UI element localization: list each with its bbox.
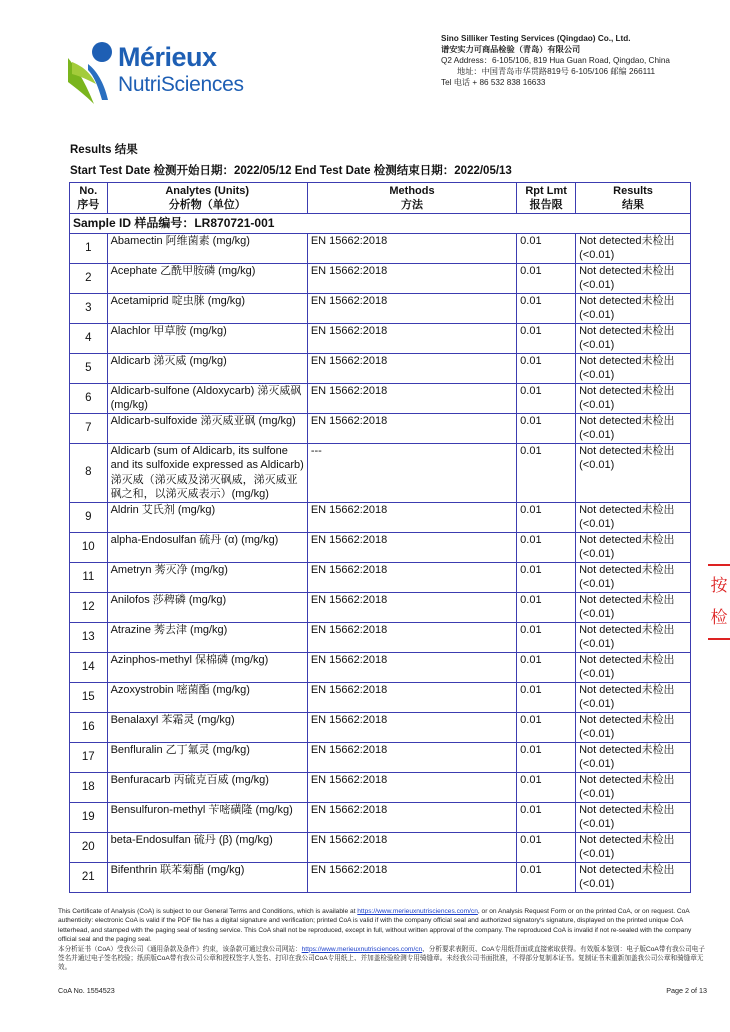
row-no: 2 xyxy=(70,263,108,293)
row-analyte: Azoxystrobin 嘧菌酯 (mg/kg) xyxy=(107,682,307,712)
coa-number: CoA No. 1554523 xyxy=(58,986,115,995)
results-table xyxy=(69,182,691,893)
sample-id: Sample ID 样品编号：LR870721-001 xyxy=(70,214,691,234)
header-analytes: Analytes (Units) 分析物（单位） xyxy=(107,183,307,214)
table-row xyxy=(70,742,691,772)
company-logo xyxy=(64,40,264,106)
row-result: Not detected未检出(<0.01) xyxy=(576,263,691,293)
row-rpt-lmt: 0.01 xyxy=(517,832,576,862)
paging-seal xyxy=(708,560,730,644)
row-analyte: Ametryn 莠灭净 (mg/kg) xyxy=(107,562,307,592)
company-info xyxy=(441,33,670,88)
row-no: 13 xyxy=(70,622,108,652)
company-name-cn: 谱安实力可商品检验（青岛）有限公司 xyxy=(441,45,581,54)
row-no: 8 xyxy=(70,443,108,502)
logo-text-merieux: Mérieux xyxy=(118,42,217,72)
row-no: 12 xyxy=(70,592,108,622)
row-no: 15 xyxy=(70,682,108,712)
row-analyte: Atrazine 莠去津 (mg/kg) xyxy=(107,622,307,652)
footer-disclaimer: This Certificate of Analysis (CoA) is subject to our General Terms and Conditions, which is available at https://www.merieuxnutrisciences.com/cn, or on Analysis Request Form or on the printed CoA, or on request. CoA authenticity: electronic CoA is valid if the PDF file has a digital signature and verification; printed CoA is valid if with the company official seal and authorized signatory's signature, displayed on the printed unique CoA letterhead, and stamped with the paging seal of testing service. This CoA shall not be reproduced, except in full, without written approval of the company. The reproduced CoA is invalid if not re-sealed with the company official seal and the paging seal. 本分析证书（CoA）受我公司《通用条款及条件》约束，该条款可通过我公司网站：https://www.merieuxnutrisciences.com/cn、分析要求表附页、CoA专用纸背面或直接索取获得。有效版本鉴别：电子版CoA带有我公司电子签名并通过电子签名校验；纸质版CoA带有我公司公章和授权签字人签名、打印在我公司CoA专用纸上、并加盖检验检测专用骑缝章。未经我公司书面批准，不得部分复制本证书。复制证书未重新加盖我公司公章和骑缝章无效。 xyxy=(58,908,705,972)
row-rpt-lmt: 0.01 xyxy=(517,592,576,622)
table-row xyxy=(70,652,691,682)
row-result: Not detected未检出(<0.01) xyxy=(576,712,691,742)
row-analyte: Azinphos-methyl 保棉磷 (mg/kg) xyxy=(107,652,307,682)
table-row xyxy=(70,502,691,532)
row-analyte: Aldicarb-sulfone (Aldoxycarb) 涕灭威砜 (mg/kg) xyxy=(107,383,307,413)
row-result: Not detected未检出(<0.01) xyxy=(576,772,691,802)
table-row xyxy=(70,802,691,832)
row-analyte: Aldrin 艾氏剂 (mg/kg) xyxy=(107,502,307,532)
row-method: EN 15662:2018 xyxy=(307,383,516,413)
row-no: 1 xyxy=(70,233,108,263)
row-rpt-lmt: 0.01 xyxy=(517,652,576,682)
table-row xyxy=(70,233,691,263)
table-row xyxy=(70,622,691,652)
row-analyte: Acetamiprid 啶虫脒 (mg/kg) xyxy=(107,293,307,323)
table-row xyxy=(70,562,691,592)
row-rpt-lmt: 0.01 xyxy=(517,293,576,323)
row-method: EN 15662:2018 xyxy=(307,592,516,622)
row-method: EN 15662:2018 xyxy=(307,742,516,772)
table-row xyxy=(70,832,691,862)
row-result: Not detected未检出(<0.01) xyxy=(576,862,691,892)
row-result: Not detected未检出(<0.01) xyxy=(576,502,691,532)
company-name-en: Sino Silliker Testing Services (Qingdao) Co., Ltd. xyxy=(441,34,631,43)
row-method: EN 15662:2018 xyxy=(307,682,516,712)
row-result: Not detected未检出(<0.01) xyxy=(576,443,691,502)
results-title: Results 结果 xyxy=(70,144,138,156)
row-method: EN 15662:2018 xyxy=(307,233,516,263)
row-method: EN 15662:2018 xyxy=(307,832,516,862)
row-result: Not detected未检出(<0.01) xyxy=(576,592,691,622)
row-rpt-lmt: 0.01 xyxy=(517,502,576,532)
row-result: Not detected未检出(<0.01) xyxy=(576,622,691,652)
row-result: Not detected未检出(<0.01) xyxy=(576,802,691,832)
row-rpt-lmt: 0.01 xyxy=(517,263,576,293)
row-no: 18 xyxy=(70,772,108,802)
row-result: Not detected未检出(<0.01) xyxy=(576,293,691,323)
table-header-row xyxy=(70,183,691,214)
table-row xyxy=(70,712,691,742)
table-row xyxy=(70,353,691,383)
row-no: 10 xyxy=(70,532,108,562)
table-row xyxy=(70,323,691,353)
row-method: EN 15662:2018 xyxy=(307,413,516,443)
row-rpt-lmt: 0.01 xyxy=(517,802,576,832)
row-result: Not detected未检出(<0.01) xyxy=(576,832,691,862)
address-en: Q2 Address：6-105/106, 819 Hua Guan Road, Qingdao, China xyxy=(441,56,670,65)
row-no: 19 xyxy=(70,802,108,832)
row-no: 3 xyxy=(70,293,108,323)
table-row xyxy=(70,862,691,892)
telephone: Tel 电话 + 86 532 838 16633 xyxy=(441,78,546,87)
page-number: Page 2 of 13 xyxy=(666,986,707,995)
row-result: Not detected未检出(<0.01) xyxy=(576,532,691,562)
row-method: --- xyxy=(307,443,516,502)
table-row xyxy=(70,532,691,562)
row-analyte: Benfuracarb 丙硫克百威 (mg/kg) xyxy=(107,772,307,802)
row-no: 20 xyxy=(70,832,108,862)
header-no: No. 序号 xyxy=(70,183,108,214)
row-rpt-lmt: 0.01 xyxy=(517,682,576,712)
row-no: 5 xyxy=(70,353,108,383)
row-analyte: Aldicarb 涕灭威 (mg/kg) xyxy=(107,353,307,383)
row-result: Not detected未检出(<0.01) xyxy=(576,353,691,383)
header-rpt-lmt: Rpt Lmt 报告限 xyxy=(517,183,576,214)
row-method: EN 15662:2018 xyxy=(307,502,516,532)
row-result: Not detected未检出(<0.01) xyxy=(576,233,691,263)
row-analyte: Aldicarb (sum of Aldicarb, its sulfone and its sulfoxide expressed as Aldicarb) 涕灭威（涕灭威及涕灭砜威，涕灭威亚砜之和，以涕灭威表示）(mg/kg) xyxy=(107,443,307,502)
address-cn: 地址：中国青岛市华贯路819号 6-105/106 邮编 266111 xyxy=(457,67,656,76)
row-no: 14 xyxy=(70,652,108,682)
row-result: Not detected未检出(<0.01) xyxy=(576,652,691,682)
row-method: EN 15662:2018 xyxy=(307,293,516,323)
table-row xyxy=(70,682,691,712)
row-rpt-lmt: 0.01 xyxy=(517,712,576,742)
row-rpt-lmt: 0.01 xyxy=(517,532,576,562)
row-analyte: Anilofos 莎稗磷 (mg/kg) xyxy=(107,592,307,622)
row-rpt-lmt: 0.01 xyxy=(517,323,576,353)
row-method: EN 15662:2018 xyxy=(307,802,516,832)
row-rpt-lmt: 0.01 xyxy=(517,622,576,652)
row-analyte: Bifenthrin 联苯菊酯 (mg/kg) xyxy=(107,862,307,892)
terms-link-en[interactable]: https://www.merieuxnutrisciences.com/cn xyxy=(357,908,478,915)
row-analyte: Aldicarb-sulfoxide 涕灭威亚砜 (mg/kg) xyxy=(107,413,307,443)
row-method: EN 15662:2018 xyxy=(307,712,516,742)
row-analyte: Abamectin 阿维菌素 (mg/kg) xyxy=(107,233,307,263)
table-row xyxy=(70,443,691,502)
header-methods: Methods 方法 xyxy=(307,183,516,214)
row-no: 11 xyxy=(70,562,108,592)
row-no: 17 xyxy=(70,742,108,772)
row-result: Not detected未检出(<0.01) xyxy=(576,383,691,413)
row-rpt-lmt: 0.01 xyxy=(517,562,576,592)
row-rpt-lmt: 0.01 xyxy=(517,383,576,413)
row-result: Not detected未检出(<0.01) xyxy=(576,323,691,353)
row-analyte: beta-Endosulfan 硫丹 (β) (mg/kg) xyxy=(107,832,307,862)
table-row xyxy=(70,772,691,802)
terms-link-cn[interactable]: https://www.merieuxnutrisciences.com/cn xyxy=(301,945,423,953)
row-no: 7 xyxy=(70,413,108,443)
row-method: EN 15662:2018 xyxy=(307,323,516,353)
row-analyte: Bensulfuron-methyl 苄嘧磺隆 (mg/kg) xyxy=(107,802,307,832)
row-analyte: Benalaxyl 苯霜灵 (mg/kg) xyxy=(107,712,307,742)
row-rpt-lmt: 0.01 xyxy=(517,443,576,502)
row-analyte: alpha-Endosulfan 硫丹 (α) (mg/kg) xyxy=(107,532,307,562)
row-no: 16 xyxy=(70,712,108,742)
row-analyte: Acephate 乙酰甲胺磷 (mg/kg) xyxy=(107,263,307,293)
row-rpt-lmt: 0.01 xyxy=(517,772,576,802)
row-method: EN 15662:2018 xyxy=(307,652,516,682)
row-rpt-lmt: 0.01 xyxy=(517,353,576,383)
table-row xyxy=(70,592,691,622)
row-no: 4 xyxy=(70,323,108,353)
seal-char-2: 检 xyxy=(710,608,728,627)
row-analyte: Benfluralin 乙丁氟灵 (mg/kg) xyxy=(107,742,307,772)
row-rpt-lmt: 0.01 xyxy=(517,413,576,443)
row-method: EN 15662:2018 xyxy=(307,263,516,293)
row-result: Not detected未检出(<0.01) xyxy=(576,682,691,712)
seal-char-1: 按 xyxy=(710,576,728,595)
row-result: Not detected未检出(<0.01) xyxy=(576,413,691,443)
row-rpt-lmt: 0.01 xyxy=(517,862,576,892)
row-no: 21 xyxy=(70,862,108,892)
row-method: EN 15662:2018 xyxy=(307,862,516,892)
row-no: 9 xyxy=(70,502,108,532)
row-rpt-lmt: 0.01 xyxy=(517,742,576,772)
row-result: Not detected未检出(<0.01) xyxy=(576,742,691,772)
row-no: 6 xyxy=(70,383,108,413)
table-row xyxy=(70,413,691,443)
row-result: Not detected未检出(<0.01) xyxy=(576,562,691,592)
table-row xyxy=(70,263,691,293)
row-analyte: Alachlor 甲草胺 (mg/kg) xyxy=(107,323,307,353)
test-dates: Start Test Date 检测开始日期：2022/05/12 End Test Date 检测结束日期：2022/05/13 xyxy=(70,165,512,177)
row-method: EN 15662:2018 xyxy=(307,532,516,562)
row-method: EN 15662:2018 xyxy=(307,353,516,383)
row-rpt-lmt: 0.01 xyxy=(517,233,576,263)
row-method: EN 15662:2018 xyxy=(307,772,516,802)
logo-text-nutrisciences: NutriSciences xyxy=(118,73,244,96)
header-results: Results 结果 xyxy=(576,183,691,214)
row-method: EN 15662:2018 xyxy=(307,562,516,592)
row-method: EN 15662:2018 xyxy=(307,622,516,652)
sample-id-row xyxy=(70,214,691,234)
table-row xyxy=(70,293,691,323)
table-row xyxy=(70,383,691,413)
